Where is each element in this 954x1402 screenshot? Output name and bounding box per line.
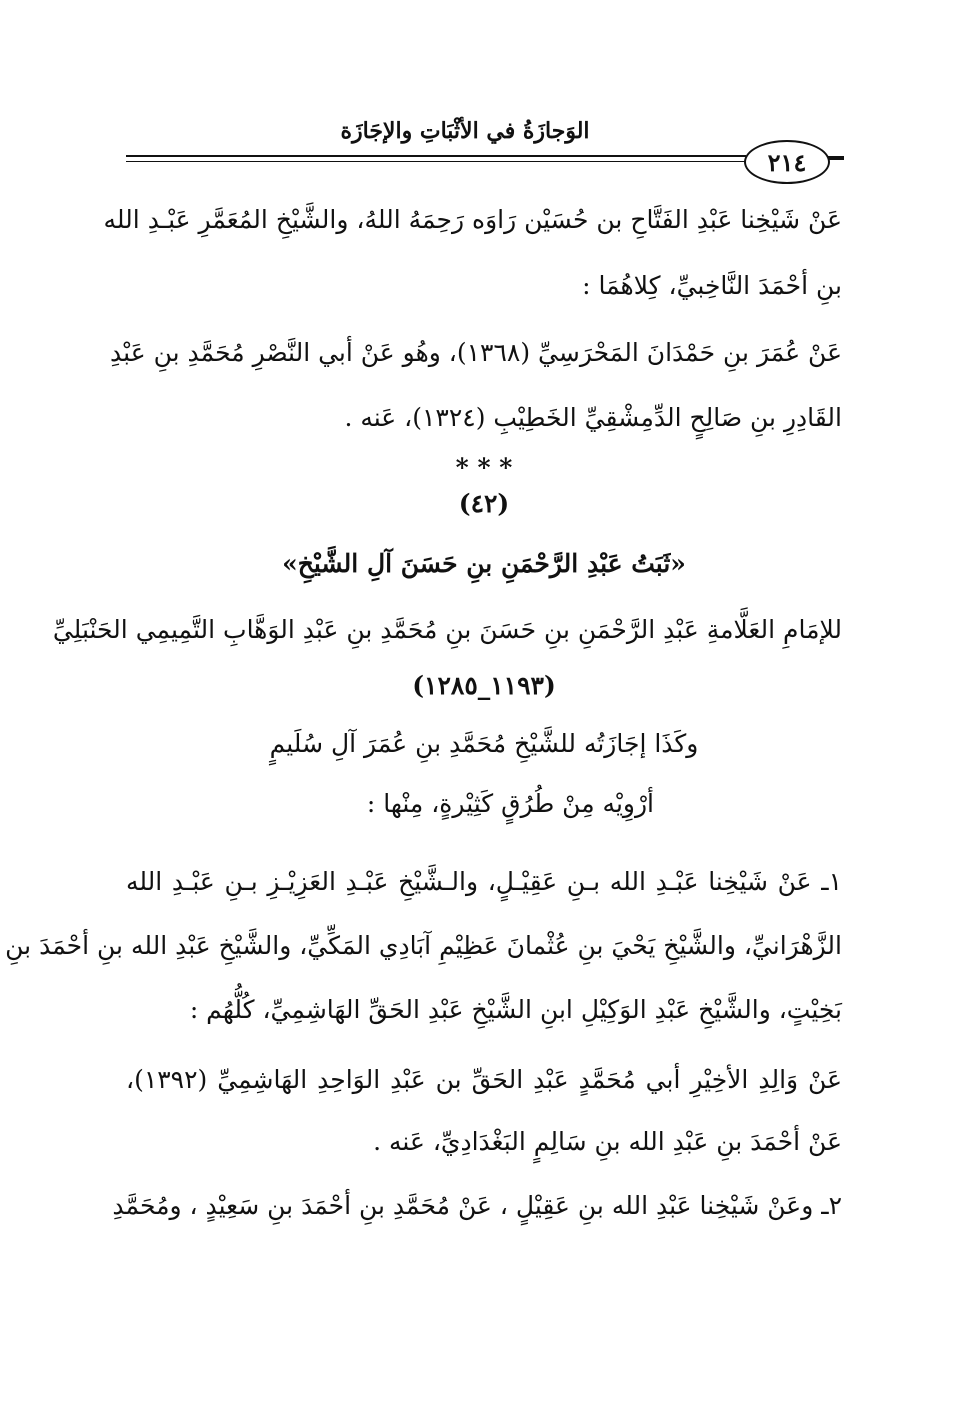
entry-number: (٤٢) [458, 489, 510, 518]
running-title: الوَجازَةُ في الأثْبَاتِ والإجَازَة [340, 118, 590, 144]
page-number: ٢١٤ [744, 140, 830, 184]
separator: * * * [455, 453, 513, 482]
text-line: بنِ أحْمَدَ النَّاخِبيِّ، كِلاهُمَا : [582, 271, 842, 300]
entry-dates: (١١٩٣_١٢٨٥) [412, 671, 556, 700]
text-line: ١ـ عَنْ شَيْخِنا عَبْـدِ الله بـنِ عَقِيْـلٍ، والـشَّيْخِ عَبْـدِ العَزِيْـزِ بـنِ عَبْـدِ الله [126, 867, 842, 896]
text-line: عَنْ شَيْخِنا عَبْدِ الفَتَّاحِ بن حُسَيْن رَاوَه رَحِمَهُ اللهُ، والشَّيْخِ المُعَمَّرِ عَبْـدِ الله [103, 205, 842, 234]
text-line: القَادِرِ بنِ صَالِحٍ الدِّمِشْقِيِّ الخَطِيْبِ (١٣٢٤)، عَنه . [344, 403, 842, 432]
text-line: ٢ـ وعَنْ شَيْخِنا عَبْدِ الله بنِ عَقِيْلٍ ، عَنْ مُحَمَّدِ بنِ أحْمَدَ بنِ سَعِيْدٍ ، ومُحَمَّدِ [112, 1191, 842, 1220]
header-rule-thin [126, 161, 746, 162]
entry-author: للإمَامِ العَلَّامةِ عَبْدِ الرَّحْمَنِ بنِ حَسَنَ بنِ مُحَمَّدِ بنِ عَبْدِ الوَهَّابِ التَّمِيمِي الحَنْبَلِيِّ [52, 615, 842, 644]
entry-title: «ثَبَتُ عَبْدِ الرَّحْمَنِ بنِ حَسَنَ آلِ الشَّيْخِ» [282, 549, 686, 578]
entry-ijaza: وكَذَا إجَازَتُه للشَّيْخِ مُحَمَّدِ بنِ عُمَرَ آلِ سُلَيمٍ [269, 729, 699, 758]
text-line: بَخِيْتٍ، والشَّيْخِ عَبْدِ الوَكِيْلِ ابنِ الشَّيْخِ عَبْدِ الحَقِّ الهَاشِمِيِّ، كُلُّهُم : [189, 995, 842, 1024]
text-line: عَنْ وَالِدِ الأخِيْرِ أبي مُحَمَّدٍ عَبْدِ الحَقِّ بن عَبْدِ الوَاحِدِ الهَاشِمِيِّ (١٣٩٢)، [126, 1065, 842, 1094]
entry-intro: أرْوِيْه مِنْ طُرُقٍ كَثِيْرةٍ، مِنْها : [366, 789, 654, 818]
header-rule [126, 155, 746, 157]
text-line: عَنْ أحْمَدَ بنِ عَبْدِ الله بنِ سَالِمٍ البَغْدَادِيِّ، عَنه . [373, 1127, 842, 1156]
text-line: عَنْ عُمَرَ بنِ حَمْدَانَ المَحْرَسِيِّ (١٣٦٨)، وهُو عَنْ أبي النَّصْرِ مُحَمَّدِ بنِ عَبْدِ [110, 338, 842, 367]
text-line: الزَّهْرَانيِّ، والشَّيْخِ يَحْيَ بنِ عُثْمانَ عَظِيْمِ آبَادِي المَكِّيِّ، والشَّيْخِ عَبْدِ الله بنِ أحْمَدَ بنِ [5, 931, 842, 960]
